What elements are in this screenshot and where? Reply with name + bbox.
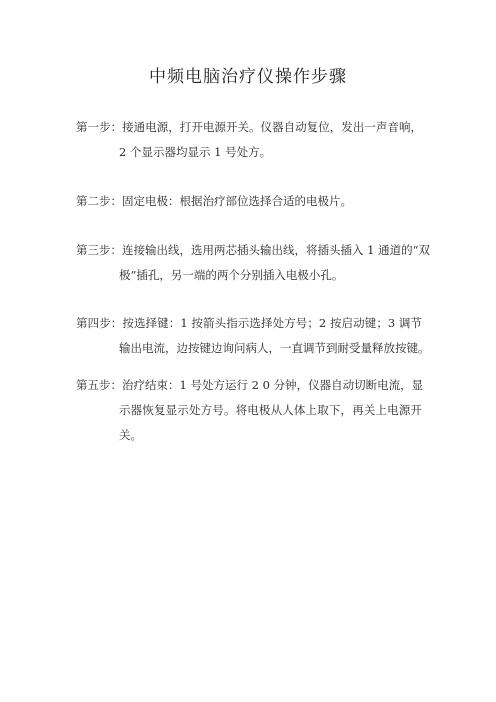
step-3: [76, 238, 431, 288]
step-1-line-2: 2 个显示器均显示 1 号处方。: [119, 145, 272, 159]
step-4: [76, 311, 430, 361]
step-1: [76, 115, 422, 165]
step-4-line-2: 输出电流，边按键边询问病人，一直调节到耐受量释放按键。: [119, 341, 430, 355]
step-5: [76, 373, 422, 448]
step-4-line-1: 第四步：按选择键：1 按箭头指示选择处方号；2 按启动键；3 调节: [76, 316, 422, 330]
step-5-line-2: 示器恢复显示处方号。将电极从人体上取下，再关上电源开: [119, 403, 422, 417]
step-3-line-2: 极”插孔，另一端的两个分别插入电极小孔。: [119, 268, 344, 282]
step-5-line-3: 关。: [119, 428, 142, 442]
step-1-line-1: 第一步：接通电源，打开电源开关。仪器自动复位，发出一声音响，: [76, 120, 422, 134]
step-5-line-1: 第五步：治疗结束：1 号处方运行 2 0 分钟，仪器自动切断电流，显: [76, 378, 424, 392]
step-2: [76, 189, 422, 214]
step-2-line-1: 第二步：固定电极：根据治疗部位选择合适的电极片。: [76, 194, 352, 208]
document-title: 中频电脑治疗仪操作步骤: [149, 67, 347, 87]
step-3-line-1: 第三步：连接输出线，选用两芯插头输出线，将插头插入 1 通道的“双: [76, 243, 431, 257]
